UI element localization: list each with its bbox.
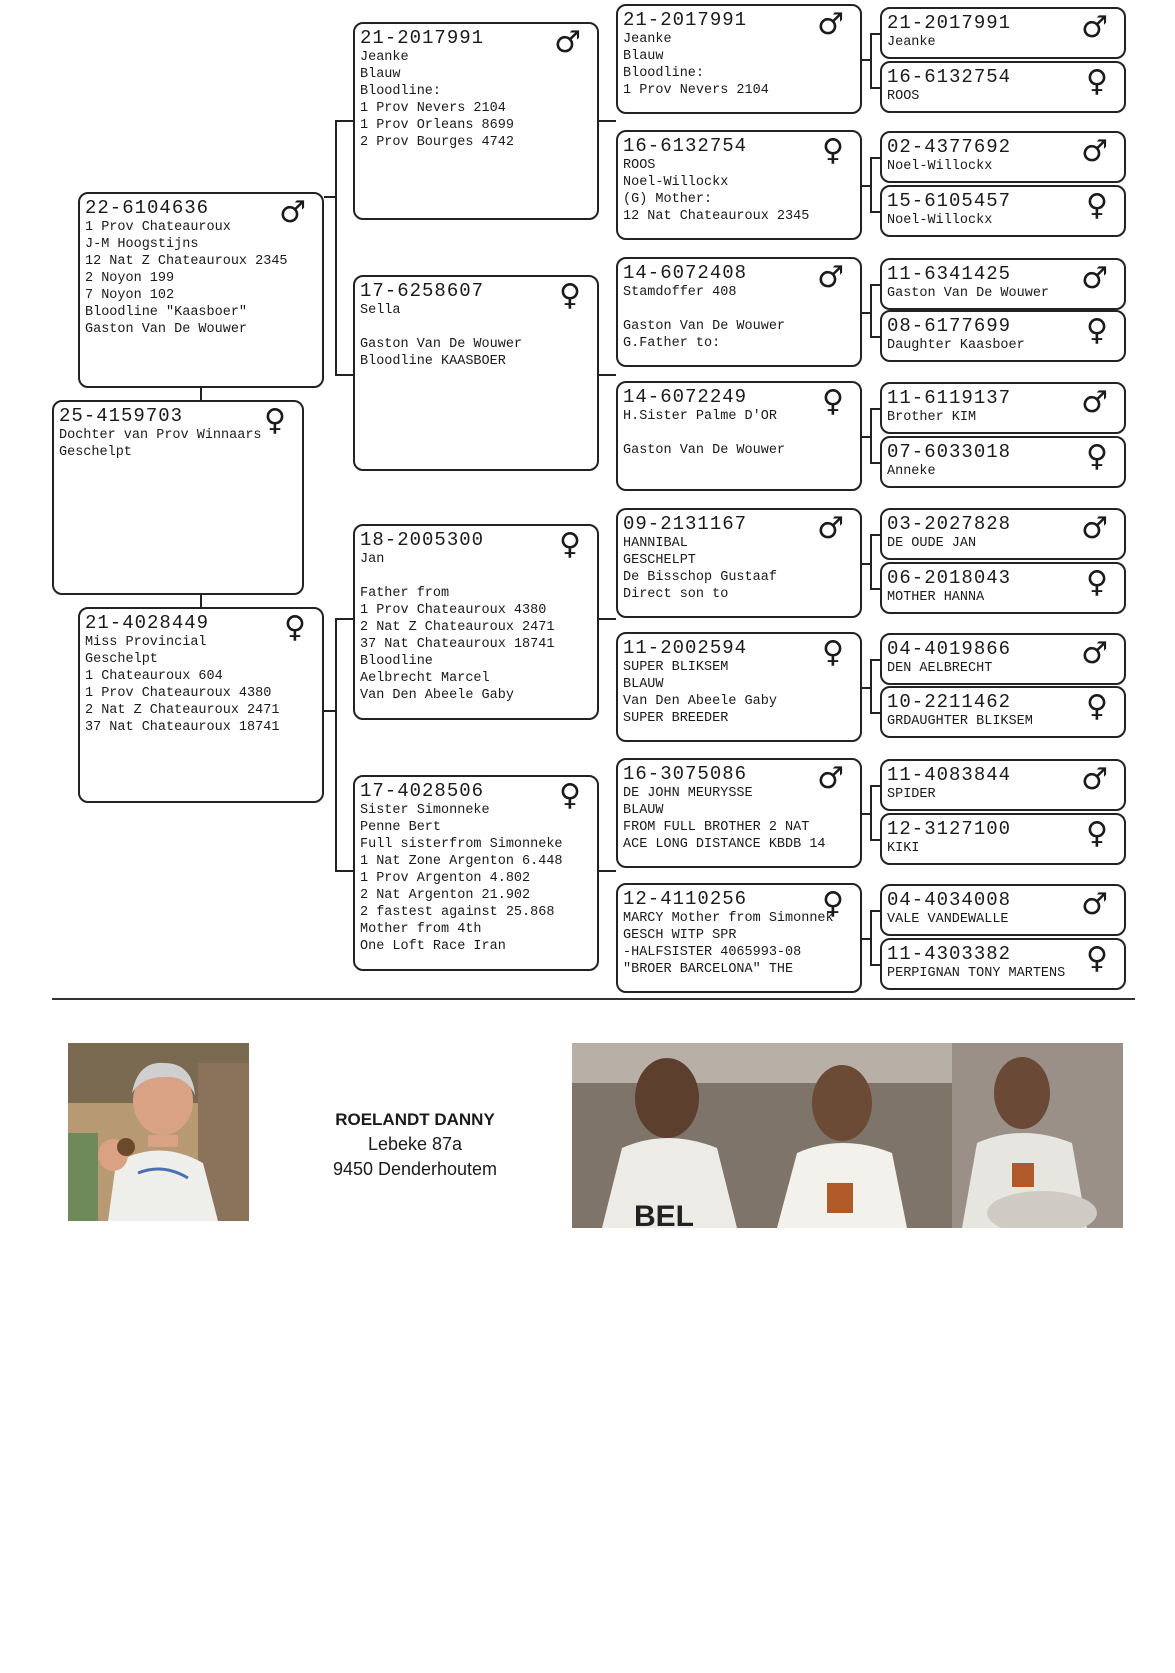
g4-box-4: [880, 185, 1126, 237]
connector-line: [870, 157, 872, 211]
pedigree-line: 37 Nat Chateauroux 18741: [360, 637, 555, 652]
connector-line: [599, 374, 616, 376]
connector-line: [870, 87, 880, 89]
connector-line: [200, 388, 202, 402]
female-symbol-icon: ♀: [559, 278, 581, 313]
pedigree-line: 2 Noyon 199: [85, 271, 175, 286]
pedigree-line: Gaston Van De Wouwer: [623, 443, 786, 458]
pedigree-line: HANNIBAL: [623, 536, 688, 551]
pedigree-line: De Bisschop Gustaaf: [623, 570, 777, 585]
pedigree-line: Anneke: [887, 464, 936, 479]
male-symbol-icon: ♂: [817, 260, 844, 295]
ring-number: 25-4159703: [59, 405, 184, 427]
connector-line: [870, 33, 880, 35]
pedigree-line: G.Father to:: [623, 336, 721, 351]
divider-line: [52, 998, 1135, 1000]
ring-number: 21-2017991: [887, 12, 1012, 34]
g3-box-6: [616, 632, 862, 742]
ring-number: 02-4377692: [887, 136, 1012, 158]
male-symbol-icon: ♂: [554, 25, 581, 60]
connector-line: [870, 33, 872, 87]
pedigree-line: Full sisterfrom Simonneke: [360, 837, 563, 852]
pedigree-line: GESCHELPT: [623, 553, 696, 568]
pedigree-line: 7 Noyon 102: [85, 288, 175, 303]
pedigree-line: SPIDER: [887, 787, 936, 802]
pedigree-line: 1 Prov Chateauroux 4380: [85, 686, 272, 701]
ring-number: 12-4110256: [623, 888, 748, 910]
ring-number: 21-4028449: [85, 612, 210, 634]
g4-box-12: [880, 686, 1126, 738]
connector-line: [870, 408, 880, 410]
female-symbol-icon: ♀: [1086, 439, 1108, 474]
g4-box-7: [880, 382, 1126, 434]
pedigree-line: Sister Simonneke: [360, 803, 490, 818]
ring-number: 16-6132754: [623, 135, 748, 157]
male-symbol-icon: ♂: [279, 195, 306, 230]
female-symbol-icon: ♀: [1086, 941, 1108, 976]
ring-number: 22-6104636: [85, 197, 210, 219]
pedigree-line: BLAUW: [623, 677, 664, 692]
pedigree-line: BLAUW: [623, 803, 664, 818]
male-symbol-icon: ♂: [1081, 385, 1108, 420]
pedigree-line: MARCY Mother from Simonnek: [623, 911, 834, 926]
female-symbol-icon: ♀: [559, 527, 581, 562]
connector-line: [335, 618, 353, 620]
dam-dam-box: [353, 775, 599, 971]
ring-number: 18-2005300: [360, 529, 485, 551]
g4-box-11: [880, 633, 1126, 685]
connector-line: [335, 120, 353, 122]
pedigree-line: Jeanke: [360, 50, 409, 65]
ring-number: 03-2027828: [887, 513, 1012, 535]
pedigree-line: Brother KIM: [887, 410, 977, 425]
connector-line: [870, 659, 880, 661]
g4-box-2: [880, 61, 1126, 113]
female-symbol-icon: ♀: [1086, 565, 1108, 600]
male-symbol-icon: ♂: [1081, 10, 1108, 45]
connector-line: [870, 462, 880, 464]
female-symbol-icon: ♀: [559, 778, 581, 813]
female-symbol-icon: ♀: [1086, 313, 1108, 348]
male-symbol-icon: ♂: [1081, 762, 1108, 797]
owner-city: 9450 Denderhoutem: [332, 1159, 498, 1179]
connector-line: [870, 910, 880, 912]
ring-number: 21-2017991: [623, 9, 748, 31]
g4-box-15: [880, 884, 1126, 936]
pedigree-line: GESCH WITP SPR: [623, 928, 737, 943]
g3-box-7: [616, 758, 862, 868]
pedigree-line: 1 Prov Orleans 8699: [360, 118, 514, 133]
sire-dam-box: [353, 275, 599, 471]
ring-number: 17-4028506: [360, 780, 485, 802]
pedigree-line: ROOS: [623, 158, 656, 173]
ring-number: 04-4034008: [887, 889, 1012, 911]
connector-line: [870, 408, 872, 462]
male-symbol-icon: ♂: [1081, 636, 1108, 671]
owner-address: [300, 1108, 530, 1182]
female-symbol-icon: ♀: [1086, 816, 1108, 851]
connector-line: [870, 910, 872, 964]
g4-box-10: [880, 562, 1126, 614]
male-symbol-icon: ♂: [817, 511, 844, 546]
pedigree-line: Bloodline "Kaasboer": [85, 305, 248, 320]
connector-line: [870, 534, 872, 588]
pedigree-line: Sella: [360, 303, 401, 318]
pedigree-line: SUPER BREEDER: [623, 711, 729, 726]
pedigree-line: DE OUDE JAN: [887, 536, 977, 551]
pedigree-line: Gaston Van De Wouwer: [360, 337, 523, 352]
connector-line: [870, 284, 880, 286]
connector-line: [870, 659, 872, 712]
ring-number: 11-6119137: [887, 387, 1012, 409]
connector-line: [870, 588, 880, 590]
pedigree-line: 2 Nat Z Chateauroux 2471: [360, 620, 555, 635]
g3-box-8: [616, 883, 862, 993]
pedigree-line: DE JOHN MEURYSSE: [623, 786, 753, 801]
g3-box-2: [616, 130, 862, 240]
pedigree-line: Noel-Willockx: [887, 159, 993, 174]
pedigree-line: Van Den Abeele Gaby: [360, 688, 514, 703]
g4-box-1: [880, 7, 1126, 59]
pedigree-line: Jan: [360, 552, 385, 567]
pedigree-line: One Loft Race Iran: [360, 939, 506, 954]
male-symbol-icon: ♂: [817, 761, 844, 796]
ring-number: 07-6033018: [887, 441, 1012, 463]
connector-line: [870, 211, 880, 213]
male-symbol-icon: ♂: [1081, 261, 1108, 296]
g4-box-9: [880, 508, 1126, 560]
ring-number: 14-6072249: [623, 386, 748, 408]
connector-line: [870, 712, 880, 714]
pedigree-line: [623, 425, 855, 442]
pedigree-line: ACE LONG DISTANCE KBDB 14: [623, 837, 826, 852]
pedigree-line: SUPER BLIKSEM: [623, 660, 729, 675]
female-symbol-icon: ♀: [822, 886, 844, 921]
g3-box-1: [616, 4, 862, 114]
pedigree-line: Gaston Van De Wouwer: [85, 322, 248, 337]
ring-number: 16-6132754: [887, 66, 1012, 88]
g4-box-5: [880, 258, 1126, 310]
g4-box-16: [880, 938, 1126, 990]
ring-number: 11-6341425: [887, 263, 1012, 285]
pedigree-line: Stamdoffer 408: [623, 285, 737, 300]
pedigree-line: Direct son to: [623, 587, 729, 602]
connector-line: [335, 870, 353, 872]
pedigree-line: KIKI: [887, 841, 920, 856]
female-symbol-icon: ♀: [1086, 188, 1108, 223]
pedigree-line: H.Sister Palme D'OR: [623, 409, 777, 424]
connector-line: [335, 374, 353, 376]
female-symbol-icon: ♀: [1086, 64, 1108, 99]
pedigree-line: 1 Prov Nevers 2104: [623, 83, 769, 98]
connector-line: [599, 870, 616, 872]
athletes-photo: [572, 1043, 1123, 1228]
pedigree-line: Blauw: [360, 67, 401, 82]
connector-line: [599, 618, 616, 620]
connector-line: [870, 785, 872, 839]
female-symbol-icon: ♀: [822, 635, 844, 670]
pedigree-line: ROOS: [887, 89, 920, 104]
pedigree-line: 2 Prov Bourges 4742: [360, 135, 514, 150]
pedigree-line: Geschelpt: [85, 652, 158, 667]
ring-number: 06-2018043: [887, 567, 1012, 589]
g3-box-3: [616, 257, 862, 367]
pedigree-line: Bloodline: [360, 654, 433, 669]
pedigree-line: Gaston Van De Wouwer: [623, 319, 786, 334]
pedigree-line: Bloodline:: [623, 66, 705, 81]
pedigree-line: Van Den Abeele Gaby: [623, 694, 777, 709]
athlete-bib-text: BEL: [634, 1200, 694, 1228]
connector-line: [870, 785, 880, 787]
pedigree-line: Noel-Willockx: [623, 175, 729, 190]
ring-number: 11-4303382: [887, 943, 1012, 965]
female-symbol-icon: ♀: [822, 384, 844, 419]
owner-street: Lebeke 87a: [367, 1134, 463, 1154]
sire-box: [78, 192, 324, 388]
dam-box: [78, 607, 324, 803]
ring-number: 08-6177699: [887, 315, 1012, 337]
pedigree-line: Jeanke: [887, 35, 936, 50]
ring-number: 09-2131167: [623, 513, 748, 535]
pedigree-line: DEN AELBRECHT: [887, 661, 993, 676]
pedigree-line: VALE VANDEWALLE: [887, 912, 1009, 927]
connector-line: [335, 120, 337, 376]
pedigree-line: Penne Bert: [360, 820, 442, 835]
pedigree-line: 12 Nat Chateauroux 2345: [623, 209, 810, 224]
connector-line: [870, 157, 880, 159]
pedigree-line: (G) Mother:: [623, 192, 713, 207]
ring-number: 21-2017991: [360, 27, 485, 49]
pedigree-line: Jeanke: [623, 32, 672, 47]
ring-number: 10-2211462: [887, 691, 1012, 713]
dam-sire-box: [353, 524, 599, 720]
pedigree-line: Miss Provincial: [85, 635, 207, 650]
ring-number: 17-6258607: [360, 280, 485, 302]
ring-number: 04-4019866: [887, 638, 1012, 660]
pedigree-line: 37 Nat Chateauroux 18741: [85, 720, 280, 735]
g4-box-14: [880, 813, 1126, 865]
pedigree-line: GRDAUGHTER BLIKSEM: [887, 714, 1033, 729]
pedigree-line: [360, 319, 592, 336]
male-symbol-icon: ♂: [1081, 511, 1108, 546]
connector-line: [599, 120, 616, 122]
pedigree-line: -HALFSISTER 4065993-08: [623, 945, 802, 960]
ring-number: 12-3127100: [887, 818, 1012, 840]
male-symbol-icon: ♂: [1081, 887, 1108, 922]
connector-line: [870, 839, 880, 841]
pedigree-line: 1 Chateauroux 604: [85, 669, 223, 684]
pedigree-line: J-M Hoogstijns: [85, 237, 199, 252]
g3-box-4: [616, 381, 862, 491]
connector-line: [870, 284, 872, 336]
connector-line: [200, 595, 202, 609]
ring-number: 11-4083844: [887, 764, 1012, 786]
pedigree-line: PERPIGNAN TONY MARTENS: [887, 966, 1066, 981]
pedigree-line: 2 Nat Argenton 21.902: [360, 888, 531, 903]
pedigree-line: Bloodline:: [360, 84, 442, 99]
pedigree-line: 1 Prov Nevers 2104: [360, 101, 506, 116]
ring-number: 15-6105457: [887, 190, 1012, 212]
pedigree-line: MOTHER HANNA: [887, 590, 985, 605]
male-symbol-icon: ♂: [817, 7, 844, 42]
pedigree-line: 2 Nat Z Chateauroux 2471: [85, 703, 280, 718]
connector-line: [870, 964, 880, 966]
pedigree-line: 12 Nat Z Chateauroux 2345: [85, 254, 288, 269]
pedigree-line: 2 fastest against 25.868: [360, 905, 555, 920]
pedigree-line: Father from: [360, 586, 450, 601]
pedigree-line: [360, 568, 592, 585]
pedigree-line: [623, 301, 855, 318]
subject-box: [52, 400, 304, 595]
owner-photo: [68, 1043, 249, 1221]
male-symbol-icon: ♂: [1081, 134, 1108, 169]
connector-line: [335, 618, 337, 872]
pedigree-line: Geschelpt: [59, 445, 132, 460]
pedigree-line: 1 Nat Zone Argenton 6.448: [360, 854, 563, 869]
pedigree-line: 1 Prov Argenton 4.802: [360, 871, 531, 886]
pedigree-line: Noel-Willockx: [887, 213, 993, 228]
connector-line: [870, 534, 880, 536]
ring-number: 16-3075086: [623, 763, 748, 785]
female-symbol-icon: ♀: [1086, 689, 1108, 724]
pedigree-line: FROM FULL BROTHER 2 NAT: [623, 820, 810, 835]
pedigree-line: Bloodline KAASBOER: [360, 354, 506, 369]
g4-box-3: [880, 131, 1126, 183]
connector-line: [870, 336, 880, 338]
pedigree-line: 1 Prov Chateauroux: [85, 220, 231, 235]
ring-number: 11-2002594: [623, 637, 748, 659]
owner-name: ROELANDT DANNY: [335, 1110, 495, 1129]
female-symbol-icon: ♀: [284, 610, 306, 645]
pedigree-line: Gaston Van De Wouwer: [887, 286, 1050, 301]
sire-sire-box: [353, 22, 599, 220]
g4-box-6: [880, 310, 1126, 362]
pedigree-line: 1 Prov Chateauroux 4380: [360, 603, 547, 618]
g4-box-8: [880, 436, 1126, 488]
pedigree-line: Blauw: [623, 49, 664, 64]
female-symbol-icon: ♀: [822, 133, 844, 168]
ring-number: 14-6072408: [623, 262, 748, 284]
g4-box-13: [880, 759, 1126, 811]
pedigree-line: Daughter Kaasboer: [887, 338, 1025, 353]
female-symbol-icon: ♀: [264, 403, 286, 438]
pedigree-line: Aelbrecht Marcel: [360, 671, 490, 686]
g3-box-5: [616, 508, 862, 618]
pedigree-line: Mother from 4th: [360, 922, 482, 937]
pedigree-line: Dochter van Prov Winnaars: [59, 428, 262, 443]
pedigree-line: "BROER BARCELONA" THE: [623, 962, 794, 977]
